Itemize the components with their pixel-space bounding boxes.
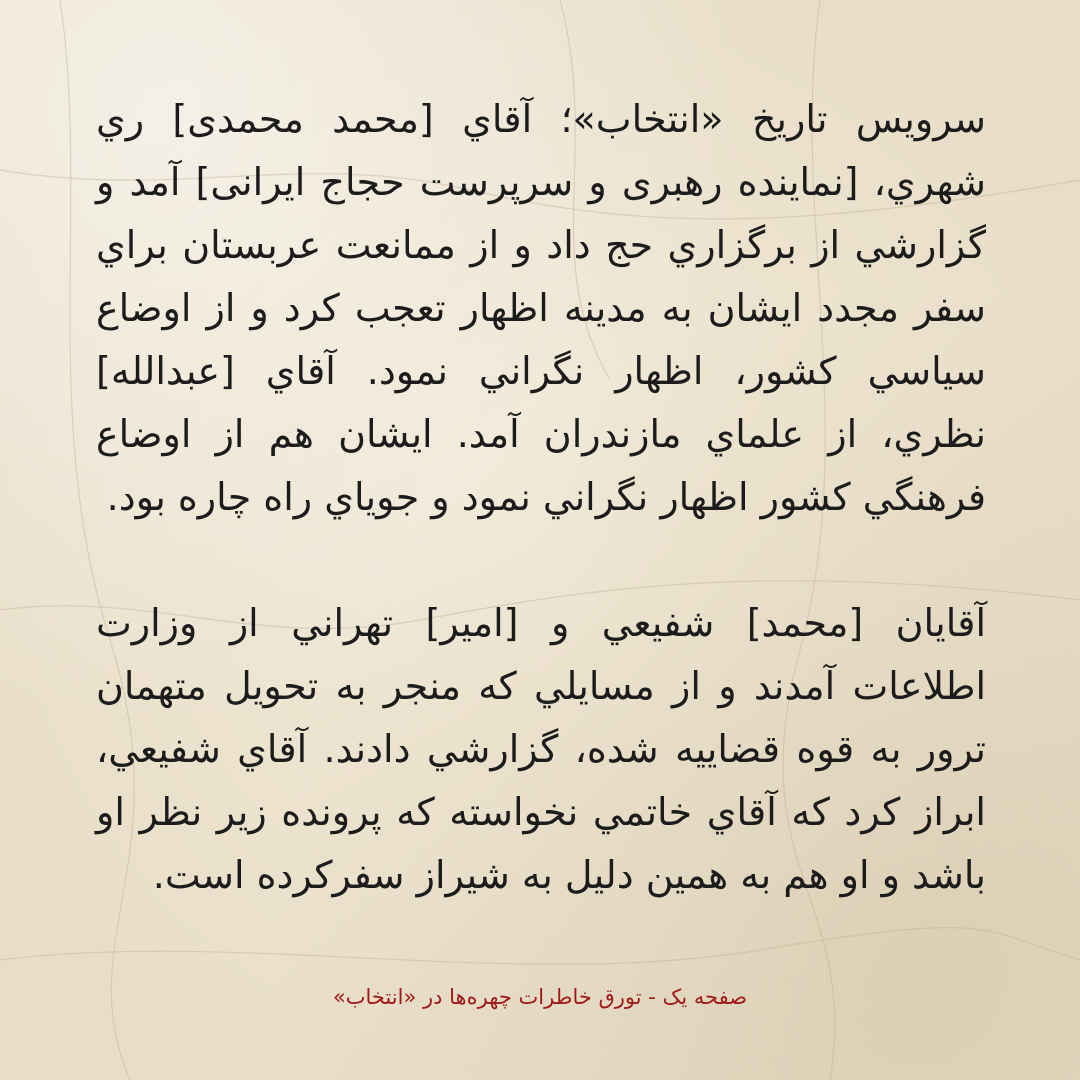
page-footer: صفحه یک - تورق خاطرات چهره‌ها در «انتخاب» [332,985,748,1009]
paragraph-2: آقايان [محمد] شفيعي و [امیر] تهراني از وزارت اطلاعات آمدند و از مسايلي كه منجر به تحويل متهمان ترور به قوه قضاييه شده، گزارشي دادند. آقاي شفيعي، ابراز كرد كه آقاي خاتمي نخواسته كه پرونده زير نظر او باشد و او هم به همين دليل به شيراز سفركرده است. [96,601,986,897]
paragraph-1: سرويس تاريخ «انتخاب»؛ آقاي [محمد محمدی] ري شهري، [نماينده رهبری و سرپرست حجاج ایرانی] آمد و گزارشي از برگزاري حج داد و از ممانعت عربستان براي سفر مجدد ايشان به مدينه اظهار تعجب كرد و از اوضاع سياسي كشور، اظهار نگراني نمود. آقاي [عبدالله] نظري، از علماي مازندران آمد. ايشان هم از اوضاع فرهنگي كشور اظهار نگراني نمود و جوياي راه چاره بود. [96,97,986,519]
article-body [96,88,986,907]
